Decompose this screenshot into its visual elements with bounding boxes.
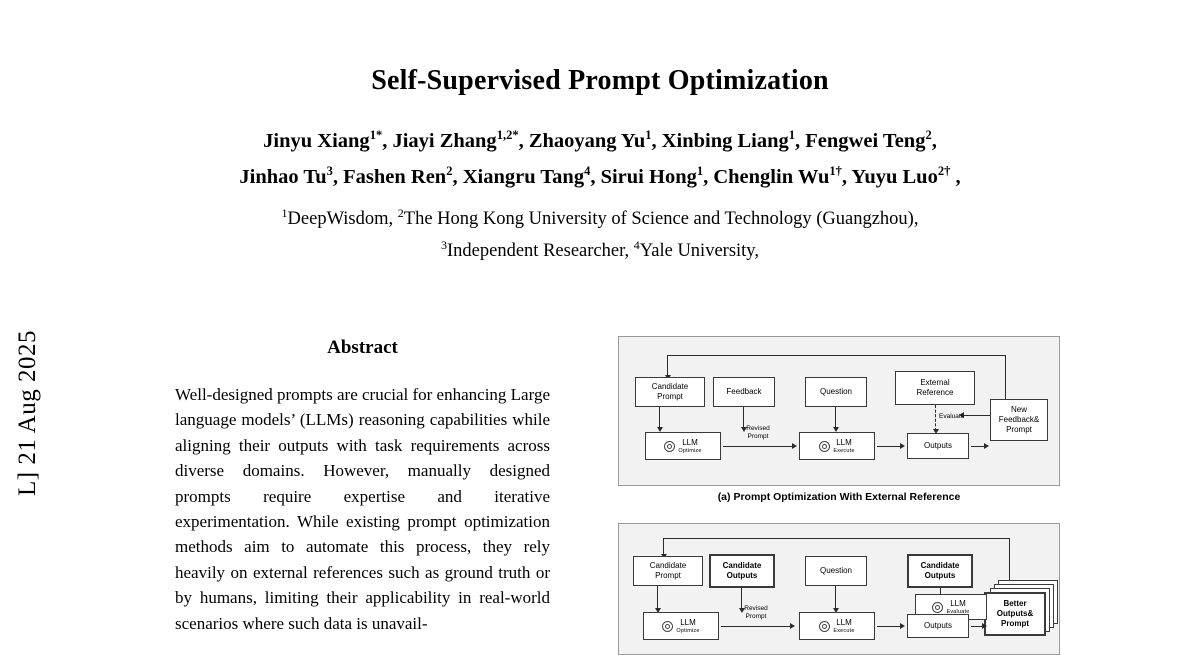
node-label: LLM	[836, 437, 852, 447]
author: Xiangru Tang$^4$	[462, 163, 591, 188]
node-llm-optimize	[643, 612, 719, 640]
node-label: LLM	[682, 437, 698, 447]
author: Fengwei Teng$^2$	[805, 128, 932, 152]
affiliation-marker: 3	[441, 238, 448, 253]
node-label: External	[920, 378, 950, 387]
author: Jinyu Xiang$^{1*}$	[263, 128, 383, 152]
node-label: LLM	[950, 598, 966, 608]
author: Xinbing Liang$^1$	[661, 128, 796, 152]
page-title: Self-Supervised Prompt Optimization	[371, 64, 829, 96]
node-llm-execute	[799, 612, 875, 640]
llm-icon	[819, 621, 830, 632]
node-external-reference	[895, 371, 975, 405]
node-better-outputs-prompt	[984, 592, 1046, 636]
affiliation-text: The Hong Kong University of Science and Technology (Guangzhou),	[403, 209, 919, 230]
node-label: Candidate	[722, 561, 762, 570]
author: Zhaoyang Yu$^1$	[528, 128, 652, 152]
node-label: Reference	[916, 388, 954, 397]
node-label: Outputs&	[996, 609, 1034, 618]
edge-label-evaluate: Evaluate	[939, 413, 965, 420]
author: Chenglin $Wu^{1\dagger}$	[713, 163, 842, 188]
figure-panel-b	[618, 523, 1060, 655]
node-label: Outputs	[726, 571, 758, 580]
figure-caption-a: (a) Prompt Optimization With External Reference	[717, 491, 961, 503]
affiliation-marker: 2	[397, 206, 404, 220]
node-label: Prompt	[657, 392, 683, 401]
node-label: Outputs	[924, 571, 956, 580]
node-label: Candidate	[649, 561, 687, 570]
node-sublabel: Optimize	[676, 627, 700, 634]
node-feedback	[713, 377, 775, 407]
node-label: Better	[1003, 599, 1027, 608]
node-better-outputs-prompt-stack	[984, 580, 1060, 636]
node-label: Feedback	[726, 387, 762, 396]
node-candidate-prompt	[633, 556, 703, 586]
author: Fashen Ren$^2$	[343, 163, 453, 188]
author: Jiayi Zhang$^{1,2*}$	[392, 128, 519, 152]
abstract-heading: Abstract	[327, 337, 398, 358]
author-line-1: Jinyu Xiang$^{1*}$, Jiayi Zhang$^{1,2*}$, Zhaoyang Yu$^1$, Xinbing Liang$^1$, Fengwei Teng$^2$,	[263, 128, 937, 152]
llm-icon	[932, 602, 943, 613]
node-candidate-outputs	[709, 554, 775, 588]
llm-icon	[819, 441, 830, 452]
author: Sirui Hong$^1$	[600, 163, 704, 188]
node-label: Outputs	[923, 441, 952, 450]
author-list	[130, 120, 1070, 192]
node-outputs	[907, 433, 969, 459]
node-label: Candidate	[651, 382, 689, 391]
llm-icon	[664, 441, 675, 452]
llm-icon	[662, 621, 673, 632]
node-sublabel: Optimize	[678, 447, 702, 454]
affiliation-text: Independent Researcher,	[447, 241, 630, 262]
node-question	[805, 377, 867, 407]
affiliation-marker: 4	[633, 238, 640, 253]
node-candidate-outputs-2	[907, 554, 973, 588]
node-new-feedback-prompt	[990, 399, 1048, 441]
figure-panel-a	[618, 336, 1060, 486]
arxiv-side-stamp: L] 21 Aug 2025	[14, 330, 41, 497]
node-label: Question	[819, 387, 853, 396]
affiliation-line-1	[130, 200, 1070, 232]
node-label: LLM	[680, 617, 696, 627]
node-label: Outputs	[923, 621, 952, 630]
affiliation-line-2	[130, 232, 1070, 264]
node-label: Prompt	[1006, 425, 1032, 434]
node-label: Question	[819, 566, 853, 575]
node-sublabel: Execute	[833, 627, 855, 634]
node-sublabel: Execute	[833, 447, 855, 454]
node-label: LLM	[836, 617, 852, 627]
affiliation-marker: 1	[281, 206, 288, 220]
node-outputs	[907, 614, 969, 638]
node-sublabel: Evaluate	[946, 608, 970, 615]
author: Yuyu Luo$^{2\dagger}$	[851, 163, 951, 188]
node-label: Prompt	[655, 571, 681, 580]
figure-overview	[618, 336, 1060, 655]
author-line-2: Jinhao Tu$^3$, Fashen Ren$^2$, Xiangru Tang$^4$, Sirui Hong$^1$, Chenglin $Wu^{1\dagger}$, Yuyu Luo$^{2\dagger}$ ,	[239, 163, 961, 188]
edge-label-revised-prompt: Revised Prompt	[746, 425, 770, 440]
node-label: Prompt	[1001, 619, 1029, 628]
node-llm-optimize	[645, 432, 721, 460]
node-question	[805, 556, 867, 586]
affiliation-text: DeepWisdom,	[287, 209, 394, 230]
edge-label-revised-prompt: Revised Prompt	[744, 605, 768, 620]
node-llm-execute	[799, 432, 875, 460]
affiliation-text: Yale University,	[639, 241, 759, 262]
author: Jinhao Tu$^3$	[239, 163, 333, 188]
node-candidate-prompt	[635, 377, 705, 407]
abstract-text: Well-designed prompts are crucial for enhancing Large language models’ (LLMs) reasoning capabilities while aligning their outputs with task requirements across diverse domains. However, manually designed prompts require expertise and iterative experimentation. While existing prompt optimization methods aim to automate this process, they rely heavily on external references such as ground truth or by humans, limiting their applicability in real-world scenarios where such data is unavail-	[175, 385, 550, 633]
node-label: Feedback&	[998, 415, 1040, 424]
affiliation-list	[130, 200, 1070, 264]
node-label: New	[1010, 405, 1027, 414]
node-label: Candidate	[920, 561, 960, 570]
